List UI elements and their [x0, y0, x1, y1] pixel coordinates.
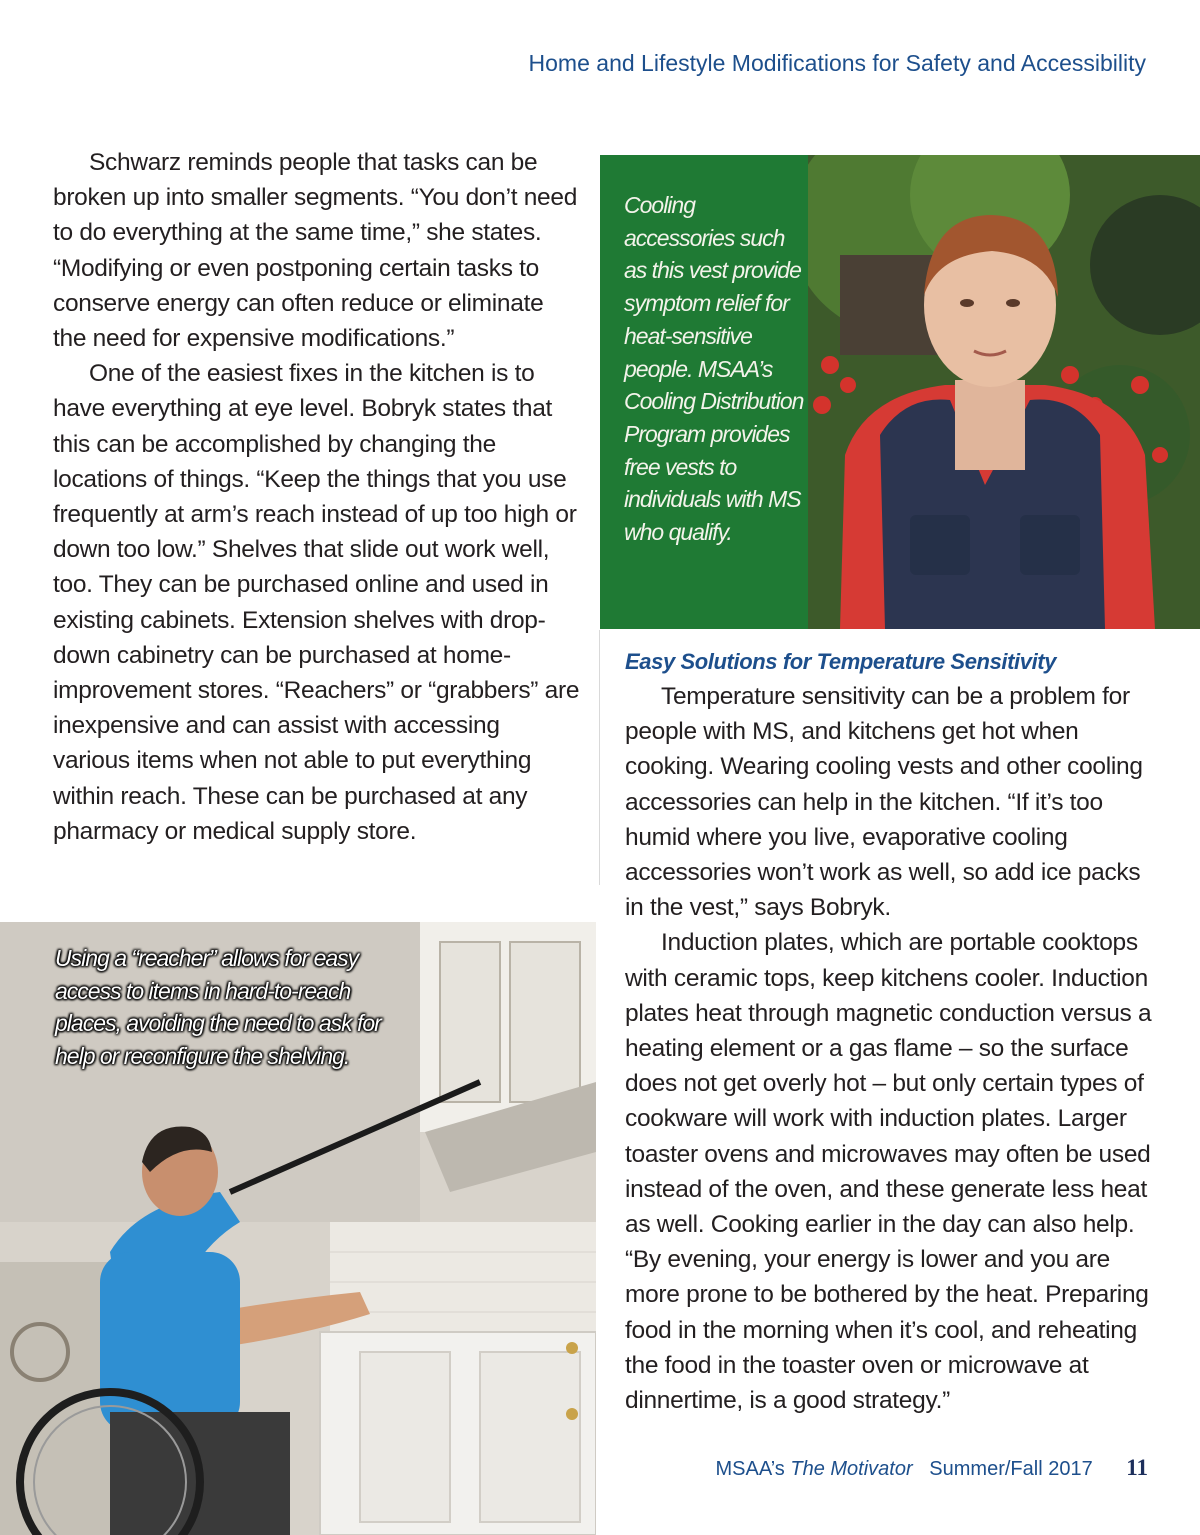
section-heading: Easy Solutions for Temperature Sensitivity: [625, 649, 1057, 674]
page-number: 11: [1126, 1455, 1148, 1480]
right-column: [625, 645, 1155, 1418]
body-paragraph: Temperature sensitivity can be a problem for people with MS, and kitchens get hot when cooking. Wearing cooling vests and other cooling accessories can help in the kitchen. “If it’s too humid where you live, evaporative cooling accessories won’t work as well, so add ice packs in the vest,” says Bobryk.: [625, 683, 1143, 922]
vest-photo-caption: Cooling accessories such as this vest provide symptom relief for heat-sensitive people. MSAA’s Cooling Distribution Program provides free vests to individuals with MS who qualify.: [624, 192, 804, 546]
footer-issue: Summer/Fall 2017: [929, 1458, 1093, 1480]
column-divider: [599, 630, 600, 885]
body-paragraph: One of the easiest fixes in the kitchen is to have everything at eye level. Bobryk states that this can be accomplished by changing the locations of things. “Keep the things that you use frequently at arm’s reach instead of up too high or down too low.” Shelves that slide out work well, too. They can be purchased online and used in existing cabinets. Extension shelves with drop-down cabinetry can be purchased at home-improvement stores. “Reachers” or “grabbers” are inexpensive and can assist with accessing various items when not able to put everything within reach. These can be purchased at any pharmacy or medical supply store.: [53, 360, 580, 845]
left-column: [53, 145, 583, 849]
page-footer: [716, 1455, 1148, 1481]
vest-caption-panel: [600, 155, 808, 629]
body-paragraph: Schwarz reminds people that tasks can be broken up into smaller segments. “You don’t need to do everything at the same time,” she states. “Modifying or even postponing certain tasks to conserve energy can often reduce or eliminate the need for expensive modifications.”: [53, 149, 578, 353]
footer-publication: The Motivator: [790, 1458, 913, 1480]
footer-publisher: MSAA’s: [715, 1458, 785, 1480]
running-title: Home and Lifestyle Modifications for Safety and Accessibility: [528, 50, 1146, 76]
body-paragraph: Induction plates, which are portable cooktops with ceramic tops, keep kitchens cooler. Induction plates heat through magnetic conduction versus a heating element or a gas flame – so the surface does not get overly hot – but only certain types of cookware will work with induction plates. Larger toaster ovens and microwaves may often be used instead of the oven, and these generate less heat as well. Cooking earlier in the day can also help. “By evening, your energy is lower and you are more prone to be bothered by the heat. Preparing food in the morning when it’s cool, and reheating the food in the toaster oven or microwave at dinnertime, is a good strategy.”: [625, 929, 1152, 1415]
kitchen-photo-caption: Using a “reacher” allows for easy access to items in hard-to-reach places, avoiding the need to ask for help or reconfigure the shelving.: [55, 945, 381, 1069]
